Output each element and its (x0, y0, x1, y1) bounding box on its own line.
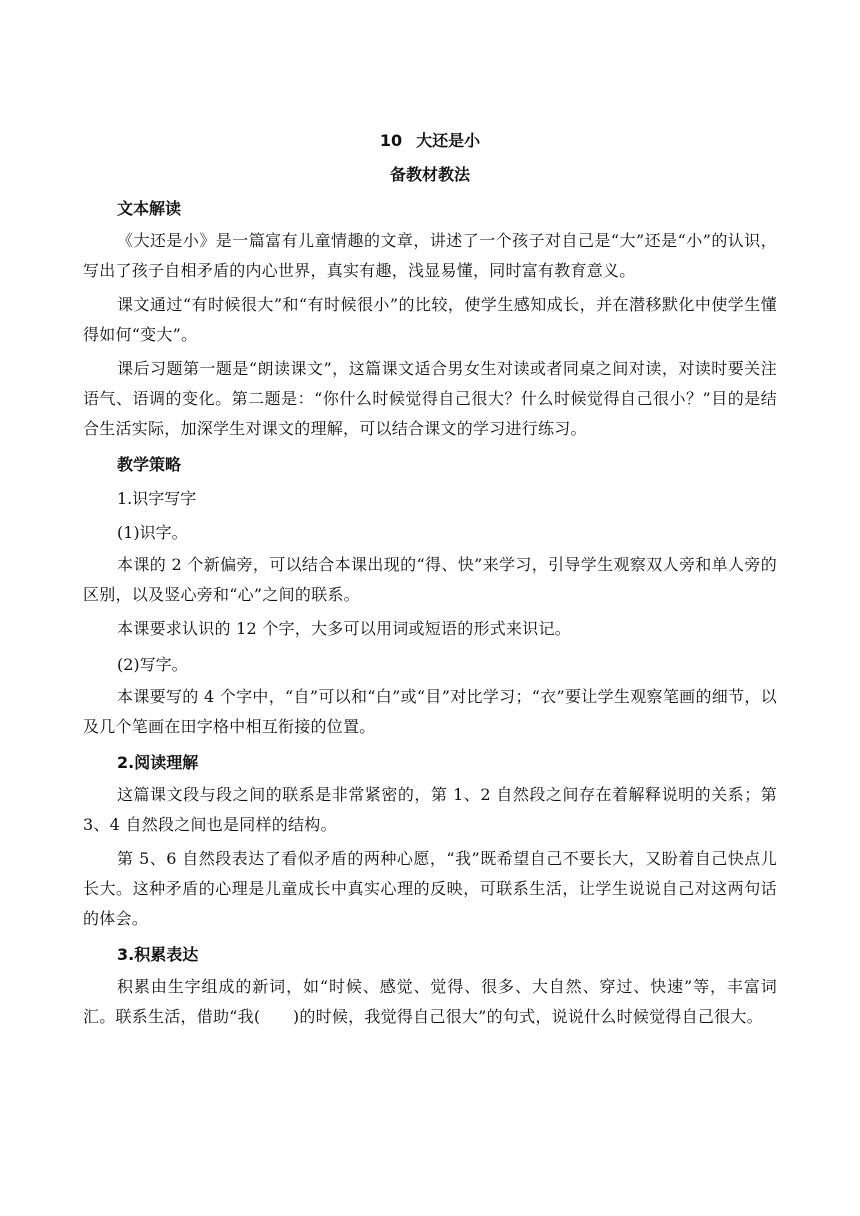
lesson-title-text: 大还是小 (416, 131, 481, 150)
paragraph: 本课要写的 4 个字中，“自”可以和“白”或“目”对比学习；“衣”要让学生观察笔画的细节，以及几个笔画在田字格中相互衔接的位置。 (83, 687, 777, 736)
lesson-subtitle: 备教材教法 (389, 165, 470, 184)
subheading-accumulation-expression: 3.积累表达 (117, 945, 199, 964)
paragraph: 课后习题第一题是“朗读课文”，这篇课文适合男女生对读或者同桌之间对读，对读时要关注语气、语调的变化。第二题是：“你什么时候觉得自己很大？什么时候觉得自己很小？”目的是结合生活实际，加深学生对课文的理解，可以结合课文的学习进行练习。 (83, 359, 777, 438)
paragraph: 第 5、6 自然段表达了看似矛盾的两种心愿，“我”既希望自己不要长大，又盼着自己快点儿长大。这种矛盾的心理是儿童成长中真实心理的反映，可联系生活，让学生说说自己对这两句话的体会。 (83, 849, 777, 928)
lesson-title (83, 124, 777, 158)
paragraph: 本课要求认识的 12 个字，大多可以用词或短语的形式来识记。 (117, 619, 572, 638)
subheading-literacy-writing: 1.识字写字 (117, 489, 197, 508)
sub-label-literacy: (1)识字。 (117, 523, 188, 542)
lesson-number: 10 (379, 131, 403, 150)
paragraph: 这篇课文段与段之间的联系是非常紧密的，第 1、2 自然段之间存在着解释说明的关系；第 3、4 自然段之间也是同样的结构。 (83, 785, 777, 834)
paragraph: 《大还是小》是一篇富有儿童情趣的文章，讲述了一个孩子对自己是“大”还是“小”的认识，写出了孩子自相矛盾的内心世界，真实有趣，浅显易懂，同时富有教育意义。 (83, 231, 777, 280)
paragraph: 本课的 2 个新偏旁，可以结合本课出现的“得、快”来学习，引导学生观察双人旁和单人旁的区别，以及竖心旁和“心”之间的联系。 (83, 555, 777, 604)
section-heading-teaching-strategy: 教学策略 (117, 455, 182, 474)
sub-label-writing: (2)写字。 (117, 655, 188, 674)
paragraph: 积累由生字组成的新词，如“时候、感觉、觉得、很多、大自然、穿过、快速”等，丰富词汇。联系生活，借助“我( )的时候，我觉得自己很大”的句式，说说什么时候觉得自己很大。 (83, 977, 777, 1026)
paragraph: 课文通过“有时候很大”和“有时候很小”的比较，使学生感知成长，并在潜移默化中使学生懂得如何“变大”。 (83, 295, 777, 344)
subheading-reading-comprehension: 2.阅读理解 (117, 753, 199, 772)
section-heading-text-interpretation: 文本解读 (117, 199, 182, 218)
document-page (83, 124, 777, 1036)
